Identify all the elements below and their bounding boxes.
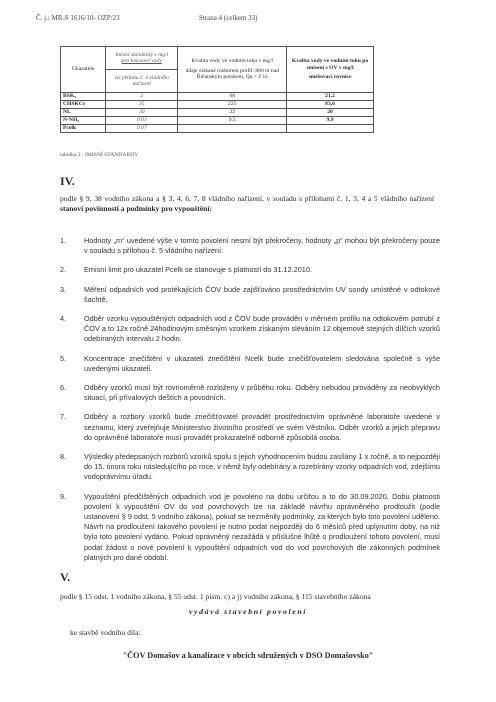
col-header-standard [106,47,178,70]
col-header-standard-ref: viz příloha č. 3 vládního nařízení [106,70,178,93]
section-heading-v: V. [60,570,71,584]
list-item [60,452,440,483]
param-mixed: 83,6 [287,101,374,109]
item-text: Vypouštění předčištěných odpadních vod je povoleno na dobu určitou a to do 30.09.2020. Dobu platnosti povolení k vypouštění OV do vod povrchových lze na základě návrhu oprávněného prodloužit (podle ustanovení § 9 odst. 5 vodního zákona), pokud se nezměnily podmínky, za kterých bylo toto povolení uděleno. Návrh na prodloužení takového povolení je nutno podat nejpozději do 6 měsíců před uplynutím doby, na niž bylo toto povolení vydáno. Pokud oprávněný nezažádá v příslušné lhůtě o prodloužení tohoto povolení, musí podat žádost o nové povolení k vypouštění odpadních vod do vod povrchových dle zákonných podmínek platných pro dané období. [84,491,441,562]
param-mixed: 21,2 [287,93,374,101]
col-header-mixed-line2: směšovací rovnice [308,74,352,81]
param-mixed [287,125,374,133]
section-v-intro: podle § 15 odst. 1 vodního zákona, § 55 odst. 1 písm. c) a j) vodního zákona, § 115 stavebního zákona [60,592,371,601]
list-item [60,412,440,443]
table-caption: tabulka 2 : IMISNÍ STANDARDY [60,152,139,158]
param-mixed: 20 [287,109,374,117]
param-standard: 0.03 [106,117,178,125]
col-header-quality-line1: Kvalita vody ve vodním toku v mg/l [191,58,273,65]
reference-number: Č. j.: MR-S 1616/10- OZP/23 [36,14,120,22]
param-quality [178,125,287,133]
item-number: 5. [60,353,67,363]
list-item [60,383,440,403]
construction-label: ke stavbě vodního díla: [70,628,141,637]
item-number: 7. [60,412,67,422]
list-item [60,354,440,374]
table-row [61,125,374,133]
decision-heading: vydává stavební povolení [188,607,308,616]
table-row [61,101,374,109]
item-number: 2. [60,265,67,275]
col-header-mixed-line1: Kvalita vody ve vodním toku po smísení s OV v mg/l [291,58,369,71]
param-name: CHSKCr [61,101,106,109]
param-name: Pcelk [61,125,106,133]
list-item [60,285,440,305]
table-row [61,109,374,117]
table-row [61,117,374,125]
item-text: Měření odpadních vod protékajících ČOV bude zajišťováno prostřednictvím UV sondy umístěné v odtokové šachtě. [84,284,440,304]
col-header-quality [178,47,287,93]
item-number: 1. [60,236,67,245]
item-text: Emisní limit pro ukazatel Pcelk se stanovuje s platností do 31.12.2010. [84,265,312,275]
table-header-row [61,47,374,70]
section-heading-iv: IV. [60,174,75,188]
param-standard: 35 [106,101,178,109]
list-item [60,314,440,345]
col-header-ukazatele: Ukazatele [61,47,106,93]
item-text: Odběry a rozbory vzorků bude znečišťovatel provádět prostřednictvím oprávněné laboratoře uvedené v seznamu, který zveřejňuje Ministerstvo životního prostředí ve svém Věstníku. Odběr vzorků a jejich přepravu do oprávněné laboratoře musí provádět prokazatelně odborně způsobilá osoba. [84,412,440,442]
conditions-list [60,236,440,572]
section-iv-intro-bold: stanoví povinnosti a podmínky pro vypouštění: [60,204,212,213]
col-header-quality-line2: údaje získané rozborem profil: 800 m nad Řičanským potokem, Qa = 2 l/s [185,67,279,81]
param-standard: 2 [106,93,178,101]
section-iv-intro-text: podle § 9, 38 vodního zákona a § 3, 4, 6, 7, 8 vládního nařízení, v souladu s přílohami č. 1, 3, 4 a 5 vládního nařízení [60,194,434,203]
col-header-standard-line1: Imisní standardy v mg/l [115,51,169,58]
param-standard: 30 [106,109,178,117]
col-header-mixed [287,47,374,93]
list-item [60,236,440,256]
item-text: Odběry vzorků musí být rovnoměrně rozloženy v průběhu roku. Odběry nebudou prováděny za neobvyklých situací, při přívalových deštích a povodních. [84,383,440,403]
imission-standards-table [60,46,374,133]
item-number: 8. [60,452,67,462]
col-header-standard-line2: pro lososové vody [121,58,162,64]
param-mixed: 9,9 [287,117,374,125]
page-number: Strana 4 (celkem 33) [199,14,258,22]
item-text: Výsledky předepsaných rozborů vzorků spolu s jejich vyhodnocením budou zasílány 1 x ročně, a to nejpozději do 15. února roku následujícího po roce, v němž byly odebírány a rozebírány vzorky odpadních vod, zdejšímu vodoprávnímu úřadu. [84,452,440,482]
list-item [60,265,440,275]
section-iv-intro [60,194,434,214]
item-number: 3. [60,284,67,294]
item-text: Hodnoty „m“ uvedené výše v tomto povolení nesmí být překročeny, hodnoty „p“ mohou být překročeny pouze v souladu s přílohou č. 5 vládního nařízení. [84,236,440,256]
item-number: 4. [60,314,67,324]
param-quality: 225 [178,101,287,109]
param-quality: 22 [178,109,287,117]
param-quality: 68 [178,93,287,101]
list-item [60,492,440,563]
item-text: Koncentrace znečištění v ukazateli znečištění Ncelk bude znečišťovatelem sledována společně s výše uvedenými ukazateli. [84,353,440,373]
table-row [61,93,374,101]
param-quality: 9,5 [178,117,287,125]
param-name: BSK₅ [61,93,106,101]
param-standard: 0.07 [106,125,178,133]
item-text: Odběr vzorku vypouštěných odpadních vod z ČOV bude prováděn v měrném profilu na odtokovém potrubí z ČOV a to 12x ročně 24hodinovým směsným vzorkem získaným sléváním 12 objemově stejných dílčích vzorků odebíraných intervalu 2 hodin. [84,314,440,344]
param-name: N-NH₄ [61,117,106,125]
param-name: NL [61,109,106,117]
construction-title: "ČOV Domašov a kanalizace v obcích sdružených v DSO Domašovsko" [122,651,374,660]
item-number: 9. [60,491,67,501]
item-number: 6. [60,383,67,393]
